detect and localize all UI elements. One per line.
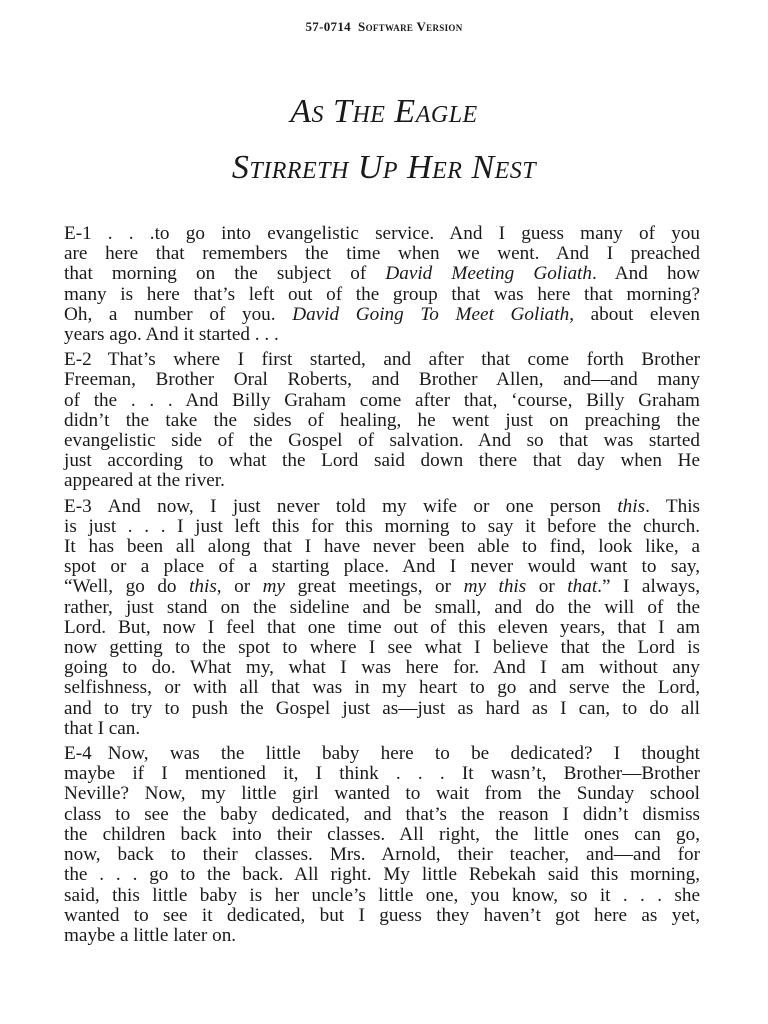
sermon-title-line-2: Stirreth Up Her Nest [231, 149, 537, 186]
text-segment: the . . . go to the back. All right. My little Rebekah said this morning, [64, 864, 700, 886]
text-segment: “Well, go do [64, 576, 190, 598]
sermon-body [64, 224, 700, 951]
text-line [64, 577, 700, 597]
text-segment: maybe if I mentioned it, I think . . . It wasn’t, Brother—Brother [64, 763, 700, 785]
text-line [64, 744, 700, 764]
text-segment: that I can. [64, 717, 141, 739]
text-line [64, 699, 700, 719]
text-line [64, 411, 700, 431]
text-segment: maybe a little later on. [64, 924, 237, 946]
text-segment: Freeman, Brother Oral Roberts, and Brother Allen, and—and many [64, 369, 700, 391]
text-segment: . And how [591, 263, 700, 285]
text-segment: . This [645, 495, 700, 517]
text-line [64, 370, 700, 390]
italic-text: this [617, 495, 646, 517]
text-line [64, 325, 700, 345]
text-segment: wanted to see it dedicated, but I guess they haven’t got here as yet, [64, 904, 700, 926]
text-line [64, 517, 700, 537]
text-segment: is just . . . I just left this for this morning to say it before the church. [64, 515, 700, 537]
text-segment: said, this little baby is her uncle’s little one, you know, so it . . . she [64, 884, 700, 906]
text-line [64, 391, 700, 411]
text-line [64, 886, 700, 906]
text-line [64, 845, 700, 865]
paragraph [64, 350, 700, 491]
text-segment: . . .to go into evangelistic service. And I guess many of you [107, 223, 700, 244]
text-segment: It has been all along that I have never been able to find, look like, a [64, 536, 700, 558]
text-line [64, 557, 700, 577]
text-line [64, 598, 700, 618]
text-segment: are here that remembers the time when we went. And I preached [64, 243, 700, 265]
text-line [64, 658, 700, 678]
text-line [64, 805, 700, 825]
paragraph [64, 744, 700, 946]
paragraph [64, 497, 700, 739]
text-line [64, 431, 700, 451]
text-segment: class to see the baby dedicated, and that’s the reason I didn’t dismiss [64, 803, 700, 825]
text-line [64, 638, 700, 658]
text-segment: of the . . . And Billy Graham come after that, ‘course, Billy Graham [64, 389, 700, 411]
version-label: Software Version [358, 19, 463, 34]
paragraph-number: E-3 [64, 495, 92, 517]
text-segment: .” I always, [597, 576, 701, 598]
text-segment: appeared at the river. [64, 470, 225, 492]
text-segment: Neville? Now, my little girl wanted to wait from the Sunday school [64, 783, 700, 805]
text-segment: great meetings, or [285, 576, 464, 598]
running-header [0, 19, 768, 35]
paragraph-number: E-1 [64, 223, 92, 244]
italic-text: my [262, 576, 286, 598]
italic-text: David Going To Meet Goliath [292, 303, 570, 325]
text-segment: just according to what the Lord said down there that day when He [64, 450, 700, 472]
text-segment: going to do. What my, what I was here for. And I am without any [64, 657, 700, 679]
text-line [64, 764, 700, 784]
text-line [64, 678, 700, 698]
italic-text: this [189, 576, 217, 598]
text-segment: spot or a place of a starting place. And I never would want to say, [64, 556, 700, 578]
text-line [64, 719, 700, 739]
text-line [64, 926, 700, 946]
text-segment: Lord. But, now I feel that one time out of this eleven years, that I am [64, 616, 700, 638]
text-segment: And now, I just never told my wife or one person [107, 495, 618, 517]
text-line [64, 350, 700, 370]
paragraph-number: E-4 [64, 743, 92, 765]
text-line [64, 471, 700, 491]
text-segment: Now, was the little baby here to be dedicated? I thought [107, 743, 700, 765]
text-segment: or [526, 576, 568, 598]
text-segment: , or [216, 576, 263, 598]
text-line [64, 497, 700, 517]
text-line [64, 224, 700, 244]
text-line [64, 618, 700, 638]
text-segment: , about eleven [569, 303, 700, 325]
text-segment: and to try to push the Gospel just as—just as hard as I can, to do all [64, 697, 700, 719]
text-line [64, 906, 700, 926]
paragraph-number: E-2 [64, 349, 92, 371]
text-line [64, 285, 700, 305]
text-line [64, 865, 700, 885]
sermon-code: 57-0714 [305, 19, 351, 34]
text-segment: now, back to their classes. Mrs. Arnold, their teacher, and—and for [64, 844, 700, 866]
text-segment: That’s where I first started, and after that come forth Brother [107, 349, 700, 371]
text-segment: rather, just stand on the sideline and be small, and do the will of the [64, 596, 700, 618]
text-segment: now getting to the spot to where I see what I believe that the Lord is [64, 637, 700, 659]
text-line [64, 825, 700, 845]
italic-text: that [567, 576, 598, 598]
text-line [64, 537, 700, 557]
text-segment: evangelistic side of the Gospel of salvation. And so that was started [64, 430, 700, 452]
sermon-title-line-1: As The Eagle [290, 93, 478, 130]
italic-text: David Meeting Goliath [385, 263, 592, 285]
text-segment: didn’t the take the sides of healing, he went just on preaching the [64, 409, 700, 431]
text-segment: that morning on the subject of [64, 263, 386, 285]
paragraph [64, 224, 700, 345]
text-line [64, 451, 700, 471]
text-line [64, 244, 700, 264]
text-segment: selfishness, or with all that was in my heart to go and serve the Lord, [64, 677, 700, 699]
text-segment: Oh, a number of you. [64, 303, 293, 325]
text-segment: years ago. And it started . . . [64, 324, 279, 346]
italic-text: my this [463, 576, 527, 598]
text-segment: many is here that’s left out of the group that was here that morning? [64, 283, 700, 305]
text-segment: the children back into their classes. All right, the little ones can go, [64, 823, 700, 845]
text-line [64, 264, 700, 284]
text-line [64, 784, 700, 804]
text-line [64, 305, 700, 325]
